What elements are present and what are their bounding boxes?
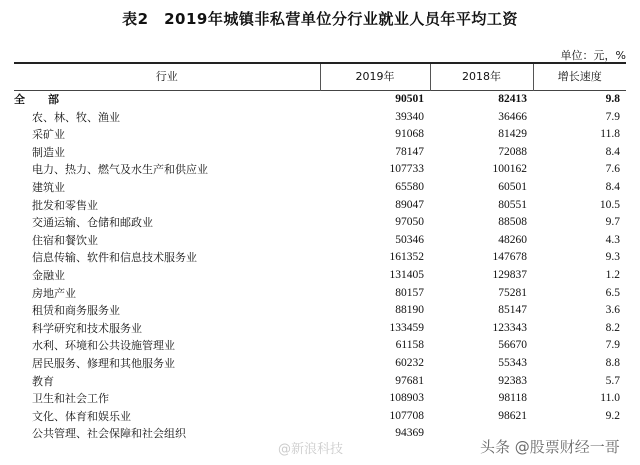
value-2019-cell: 78147 bbox=[395, 145, 424, 158]
table-row bbox=[14, 285, 626, 303]
growth-cell: 9.7 bbox=[605, 216, 620, 229]
table-row bbox=[14, 267, 626, 285]
value-2019-cell: 61158 bbox=[395, 339, 424, 352]
table-row bbox=[14, 109, 626, 127]
industry-cell: 金融业 bbox=[32, 268, 65, 282]
value-2018-cell: 60501 bbox=[498, 180, 527, 193]
industry-cell: 卫生和社会工作 bbox=[32, 392, 109, 406]
growth-cell: 1.2 bbox=[605, 268, 620, 281]
weibo-watermark: @新浪科技 bbox=[278, 442, 344, 457]
growth-cell: 4.3 bbox=[605, 233, 620, 246]
value-2018-cell: 98118 bbox=[498, 392, 527, 405]
wage-table bbox=[14, 62, 626, 443]
value-2019-cell: 94369 bbox=[395, 427, 424, 440]
growth-cell: 9.3 bbox=[605, 251, 620, 264]
industry-cell: 批发和零售业 bbox=[32, 198, 98, 212]
value-2018-cell: 55343 bbox=[498, 356, 527, 369]
growth-cell: 3.6 bbox=[605, 304, 620, 317]
growth-cell: 6.5 bbox=[605, 286, 620, 299]
value-2019-cell: 97050 bbox=[395, 216, 424, 229]
value-2019-cell: 60232 bbox=[395, 356, 424, 369]
growth-cell: 11.0 bbox=[600, 392, 620, 405]
table-row bbox=[14, 320, 626, 338]
industry-cell: 信息传输、软件和信息技术服务业 bbox=[32, 251, 197, 265]
table-row bbox=[14, 355, 626, 373]
column-header-2018: 2018年 bbox=[430, 63, 533, 91]
value-2018-cell: 56670 bbox=[498, 339, 527, 352]
value-2018-cell: 72088 bbox=[498, 145, 527, 158]
value-2019-cell: 97681 bbox=[395, 374, 424, 387]
column-header-industry: 行业 bbox=[155, 70, 178, 84]
table-title: 表2 2019年城镇非私营单位分行业就业人员年平均工资 bbox=[122, 10, 518, 28]
growth-cell: 8.8 bbox=[605, 356, 620, 369]
industry-cell: 租赁和商务服务业 bbox=[32, 304, 120, 318]
value-2018-cell: 123343 bbox=[492, 321, 527, 334]
growth-cell: 5.7 bbox=[605, 374, 620, 387]
value-2019-cell: 39340 bbox=[395, 110, 424, 123]
industry-cell: 交通运输、仓储和邮政业 bbox=[32, 216, 153, 230]
table-row bbox=[14, 197, 626, 215]
industry-cell: 文化、体育和娱乐业 bbox=[32, 409, 131, 423]
table-row bbox=[14, 302, 626, 320]
value-2019-cell: 107733 bbox=[389, 163, 424, 176]
value-2018-cell: 92383 bbox=[498, 374, 527, 387]
column-header-growth: 增长速度 bbox=[533, 63, 626, 91]
industry-cell: 全 部 bbox=[14, 93, 65, 106]
growth-cell: 7.6 bbox=[605, 163, 620, 176]
value-2019-cell: 108903 bbox=[389, 392, 424, 405]
industry-cell: 房地产业 bbox=[32, 286, 76, 300]
growth-cell: 7.9 bbox=[605, 110, 620, 123]
growth-cell: 9.2 bbox=[605, 409, 620, 422]
value-2018-cell: 147678 bbox=[492, 251, 527, 264]
table-row bbox=[14, 408, 626, 426]
table-row bbox=[14, 161, 626, 179]
industry-cell: 住宿和餐饮业 bbox=[32, 233, 98, 247]
growth-cell: 8.2 bbox=[605, 321, 620, 334]
growth-cell: 8.4 bbox=[605, 180, 620, 193]
industry-cell: 制造业 bbox=[32, 145, 65, 159]
table-row bbox=[14, 337, 626, 355]
total-row bbox=[14, 91, 626, 109]
value-2018-cell: 85147 bbox=[498, 304, 527, 317]
industry-cell: 水利、环境和公共设施管理业 bbox=[32, 339, 175, 353]
industry-cell: 建筑业 bbox=[32, 180, 65, 194]
value-2019-cell: 133459 bbox=[389, 321, 424, 334]
value-2019-cell: 50346 bbox=[395, 233, 424, 246]
industry-cell: 采矿业 bbox=[32, 128, 65, 142]
value-2018-cell: 88508 bbox=[498, 216, 527, 229]
growth-cell: 11.8 bbox=[600, 128, 620, 141]
growth-cell: 8.4 bbox=[605, 145, 620, 158]
table-row bbox=[14, 179, 626, 197]
table-row bbox=[14, 390, 626, 408]
growth-cell: 10.5 bbox=[599, 198, 620, 211]
value-2018-cell: 81429 bbox=[498, 128, 527, 141]
growth-cell: 7.9 bbox=[605, 339, 620, 352]
unit-note: 单位：元，% bbox=[560, 49, 626, 62]
toutiao-watermark: 头条 @股票财经一哥 bbox=[480, 438, 620, 456]
value-2018-cell: 98621 bbox=[498, 409, 527, 422]
industry-cell: 居民服务、修理和其他服务业 bbox=[32, 356, 175, 370]
value-2019-cell: 161352 bbox=[389, 251, 424, 264]
value-2019-cell: 80157 bbox=[395, 286, 424, 299]
value-2019-cell: 91068 bbox=[395, 128, 424, 141]
table-row bbox=[14, 232, 626, 250]
industry-cell: 教育 bbox=[32, 374, 54, 388]
table-row bbox=[14, 373, 626, 391]
value-2018-cell: 36466 bbox=[498, 110, 527, 123]
value-2018-cell: 48260 bbox=[498, 233, 527, 246]
column-header-2019: 2019年 bbox=[320, 63, 430, 91]
value-2018-cell: 82413 bbox=[498, 93, 527, 105]
table-row bbox=[14, 126, 626, 144]
table-row bbox=[14, 144, 626, 162]
growth-cell: 9.8 bbox=[605, 93, 620, 105]
value-2019-cell: 88190 bbox=[395, 304, 424, 317]
table-row bbox=[14, 249, 626, 267]
value-2018-cell: 100162 bbox=[492, 163, 527, 176]
value-2018-cell: 80551 bbox=[498, 198, 527, 211]
value-2018-cell: 75281 bbox=[498, 286, 527, 299]
industry-cell: 农、林、牧、渔业 bbox=[32, 110, 120, 124]
value-2018-cell: 129837 bbox=[492, 268, 527, 281]
industry-cell: 公共管理、社会保障和社会组织 bbox=[32, 427, 186, 441]
industry-cell: 科学研究和技术服务业 bbox=[32, 321, 142, 335]
value-2019-cell: 89047 bbox=[395, 198, 424, 211]
value-2019-cell: 131405 bbox=[389, 268, 424, 281]
header-row bbox=[14, 63, 626, 91]
table-row bbox=[14, 214, 626, 232]
value-2019-cell: 90501 bbox=[395, 93, 424, 105]
value-2019-cell: 107708 bbox=[389, 409, 424, 422]
value-2019-cell: 65580 bbox=[395, 180, 424, 193]
industry-cell: 电力、热力、燃气及水生产和供应业 bbox=[32, 163, 208, 177]
